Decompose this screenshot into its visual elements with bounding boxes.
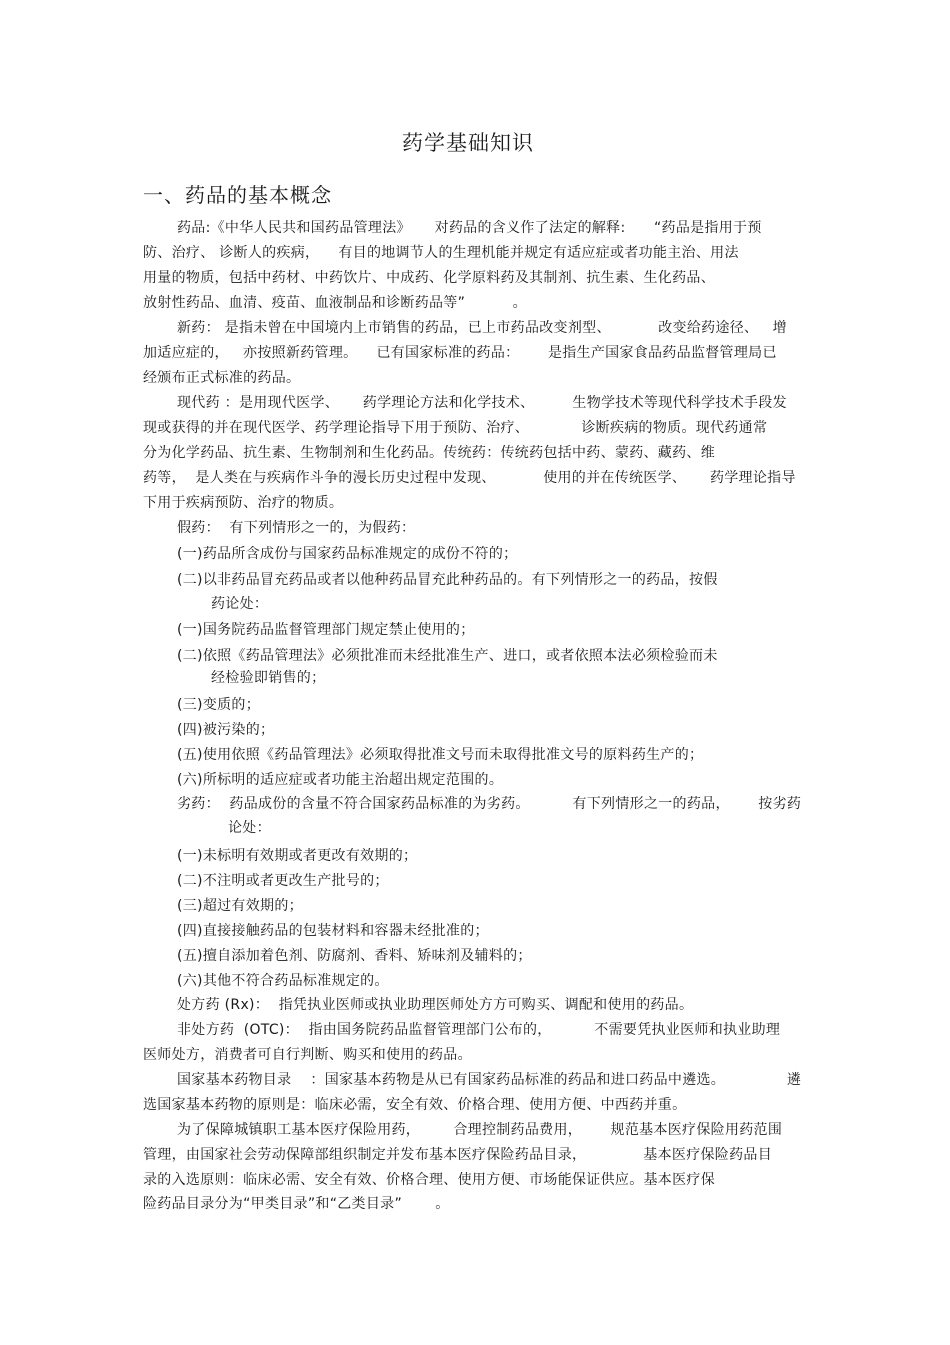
list-item: (二)依照《药品管理法》必须批准而未经批准生产、进口，或者依照本法必须检验而未	[177, 648, 718, 664]
list-item: (六)所标明的适应症或者功能主治超出规定范围的。	[177, 772, 504, 788]
paragraph-line: 现代药 ：是用现代医学、 药学理论方法和化学技术、 生物学技术等现代科学技术手段发	[177, 395, 787, 411]
list-item: (二)以非药品冒充药品或者以他种药品冒充此种药品的。有下列情形之一的药品，按假	[177, 572, 718, 588]
paragraph-line: 非处方药 (OTC)： 指由国务院药品监督管理部门公布的， 不需要凭执业医师和执业助理	[177, 1022, 781, 1038]
paragraph-line: 假药： 有下列情形之一的，为假药：	[177, 520, 416, 536]
section-heading: 一、药品的基本概念	[143, 183, 332, 207]
list-item: (四)直接接触药品的包装材料和容器未经批准的；	[177, 923, 489, 939]
paragraph-line: 险药品目录分为“甲类目录”和“乙类目录” 。	[143, 1196, 450, 1212]
paragraph-line: 国家基本药物目录 ：国家基本药物是从已有国家药品标准的药品和进口药品中遴选。 遴	[177, 1072, 802, 1088]
list-item: (五)擅自添加着色剂、防腐剂、香料、矫味剂及辅料的；	[177, 948, 532, 964]
list-item-continuation: 药论处：	[211, 596, 269, 612]
paragraph-line: 分为化学药品、抗生素、生物制剂和生化药品。传统药：传统药包括中药、蒙药、藏药、维	[143, 445, 715, 461]
list-item: (三)变质的；	[177, 697, 261, 713]
paragraph-line: 医师处方，消费者可自行判断、购买和使用的药品。	[143, 1047, 472, 1063]
page-title: 药学基础知识	[402, 131, 534, 155]
paragraph-line: 药等， 是人类在与疾病作斗争的漫长历史过程中发现、 使用的并在传统医学、 药学理论指导	[143, 470, 796, 486]
paragraph-line: 药品:《中华人民共和国药品管理法》 对药品的含义作了法定的解释: “药品是指用于预	[177, 220, 762, 236]
list-item: (四)被污染的；	[177, 722, 275, 738]
list-item: (六)其他不符合药品标准规定的。	[177, 973, 389, 989]
paragraph-line: 放射性药品、血清、疫苗、血液制品和诊断药品等” 。	[143, 295, 527, 311]
paragraph-line: 经颁布正式标准的药品。	[143, 370, 301, 386]
paragraph-line: 管理，由国家社会劳动保障部组织制定并发布基本医疗保险药品目录， 基本医疗保险药品目	[143, 1147, 772, 1163]
paragraph-line: 用量的物质，包括中药材、中药饮片、中成药、化学原料药及其制剂、抗生素、生化药品、	[143, 270, 715, 286]
paragraph-line: 论处：	[228, 820, 271, 836]
list-item: (二)不注明或者更改生产批号的；	[177, 873, 389, 889]
paragraph-line: 劣药： 药品成份的含量不符合国家药品标准的为劣药。 有下列情形之一的药品， 按劣药	[177, 796, 802, 812]
list-item: (三)超过有效期的；	[177, 898, 303, 914]
paragraph-line: 下用于疾病预防、治疗的物质。	[143, 495, 344, 511]
paragraph-line: 录的入选原则：临床必需、安全有效、价格合理、使用方便、市场能保证供应。基本医疗保	[143, 1172, 715, 1188]
paragraph-line: 加适应症的， 亦按照新药管理。 已有国家标准的药品： 是指生产国家食品药品监督管理局已	[143, 345, 777, 361]
paragraph-line: 新药： 是指未曾在中国境内上市销售的药品，已上市药品改变剂型、 改变给药途径、 增	[177, 320, 787, 336]
paragraph-line: 选国家基本药物的原则是：临床必需，安全有效、价格合理、使用方便、中西药并重。	[143, 1097, 687, 1113]
list-item: (一)未标明有效期或者更改有效期的；	[177, 848, 418, 864]
list-item: (五)使用依照《药品管理法》必须取得批准文号而未取得批准文号的原料药生产的；	[177, 747, 704, 763]
paragraph-line: 为了保障城镇职工基本医疗保险用药， 合理控制药品费用， 规范基本医疗保险用药范围	[177, 1122, 783, 1138]
list-item: (一)药品所含成份与国家药品标准规定的成份不符的；	[177, 546, 518, 562]
list-item: (一)国务院药品监督管理部门规定禁止使用的；	[177, 622, 475, 638]
list-item-continuation: 经检验即销售的；	[211, 670, 326, 686]
paragraph-line: 处方药 (Rx)： 指凭执业医师或执业助理医师处方方可购买、调配和使用的药品。	[177, 997, 694, 1013]
paragraph-line: 防、治疗、 诊断人的疾病， 有目的地调节人的生理机能并规定有适应症或者功能主治、用法	[143, 245, 739, 261]
paragraph-line: 现或获得的并在现代医学、药学理论指导下用于预防、治疗、 诊断疾病的物质。现代药通常	[143, 420, 768, 436]
